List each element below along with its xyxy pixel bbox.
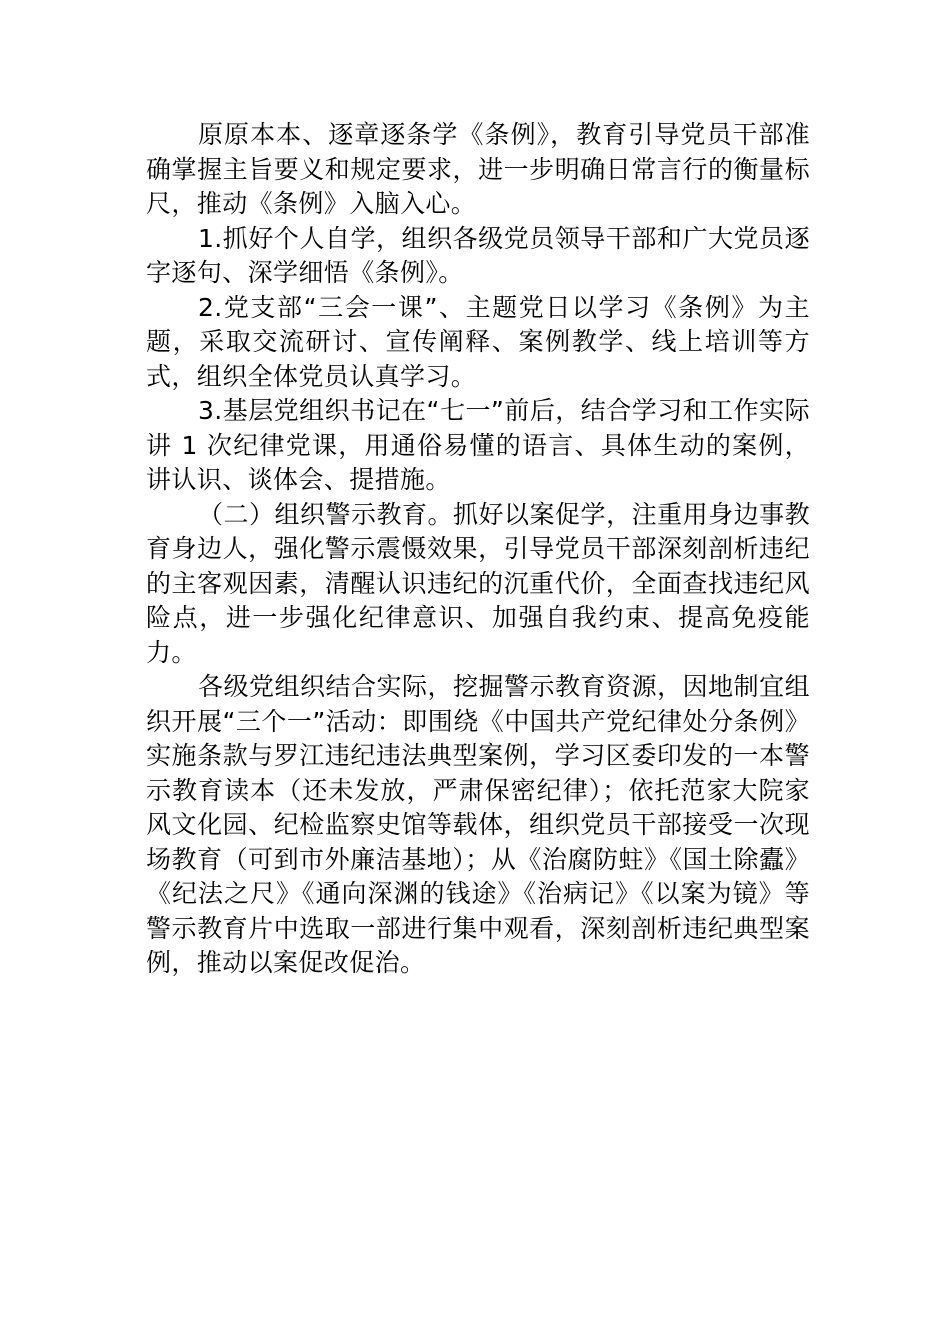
paragraph-study-regulations: 原原本本、逐章逐条学《条例》，教育引导党员干部准确掌握主旨要义和规定要求，进一步明确日常言行的衡量标尺，推动《条例》入脑入心。	[146, 120, 810, 218]
paragraph-warning-education: （二）组织警示教育。抓好以案促学，注重用身边事教育身边人，强化警示震慑效果，引导党员干部深刻剖析违纪的主客观因素，清醒认识违纪的沉重代价，全面查找违纪风险点，进一步强化纪律意识、加强自我约束、提高免疫能力。	[146, 499, 810, 667]
paragraph-self-study: 1.抓好个人自学，组织各级党员领导干部和广大党员逐字逐句、深学细悟《条例》。	[146, 223, 810, 287]
paragraph-branch-study: 2.党支部“三会一课”、主题党日以学习《条例》为主题，采取交流研讨、宣传阐释、案例教学、线上培训等方式，组织全体党员认真学习。	[146, 292, 810, 391]
paragraph-three-ones-activity: 各级党组织结合实际，挖掘警示教育资源，因地制宜组织开展“三个一”活动：即围绕《中国共产党纪律处分条例》实施条款与罗江违纪违法典型案例，学习区委印发的一本警示教育读本（还未发放，严肃保密纪律）；依托范家大院家风文化园、纪检监察史馆等载体，组织党员干部接受一次现场教育（可到市外廉洁基地）；从《治腐防蛀》《国土除蠹》《纪法之尺》《通向深渊的钱途》《治病记》《以案为镜》等警示教育片中选取一部进行集中观看，深刻剖析违纪典型案例，推动以案促改促治。	[146, 672, 810, 977]
document-body	[146, 118, 810, 981]
paragraph-party-lecture: 3.基层党组织书记在“七一”前后，结合学习和工作实际讲 1 次纪律党课，用通俗易懂的语言、具体生动的案例，讲认识、谈体会、提措施。	[146, 396, 810, 494]
